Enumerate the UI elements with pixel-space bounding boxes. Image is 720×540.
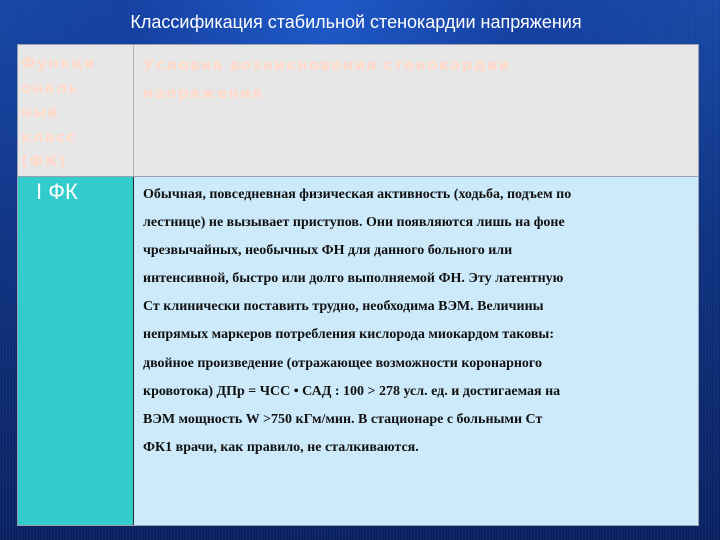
- header-functional-class-text: [21, 51, 133, 174]
- header-col1-line: ональ: [21, 78, 79, 97]
- header-col1-line: Функци: [21, 54, 96, 72]
- header-col2-line: напряжения: [143, 84, 263, 102]
- class-label: I ФК: [36, 179, 78, 204]
- header-cell-conditions: [134, 45, 698, 177]
- description-line: интенсивной, быстро или долго выполняемой ФН. Эту латентную: [143, 271, 564, 287]
- description-text: [143, 181, 691, 462]
- description-line: чрезвычайных, необычных ФН для данного больного или: [143, 243, 513, 259]
- header-col1-line: ный: [21, 103, 60, 121]
- description-line: ФК1 врачи, как правило, не сталкиваются.: [143, 439, 419, 455]
- header-cell-functional-class: [18, 45, 134, 177]
- header-col1-line: (ФК): [21, 152, 68, 170]
- description-line: непрямых маркеров потребления кислорода миокардом таковы:: [143, 327, 554, 343]
- description-line: кровотока) ДПр = ЧСС • САД : 100 > 278 усл. ед. и достигаемая на: [143, 383, 561, 399]
- classification-table: [17, 44, 699, 526]
- description-line: лестнице) не вызывает приступов. Они появляются лишь на фоне: [143, 215, 565, 231]
- description-line: ВЭМ мощность W >750 кГм/мин. В стационаре с больными Ст: [143, 411, 543, 427]
- class-cell: [18, 177, 134, 525]
- slide-title: Классификация стабильной стенокардии напряжения: [130, 12, 582, 32]
- description-line: Обычная, повседневная физическая активность (ходьба, подъем по: [143, 187, 572, 202]
- description-cell: [134, 177, 698, 525]
- description-line: Ст клинически поставить трудно, необходима ВЭМ. Величины: [143, 299, 544, 315]
- description-line: двойное произведение (отражающее возможности коронарного: [143, 355, 542, 371]
- header-conditions-text: [143, 51, 683, 107]
- header-col1-line: класс: [21, 127, 77, 146]
- header-col2-line: Условия возникновения стенокардии: [143, 56, 511, 74]
